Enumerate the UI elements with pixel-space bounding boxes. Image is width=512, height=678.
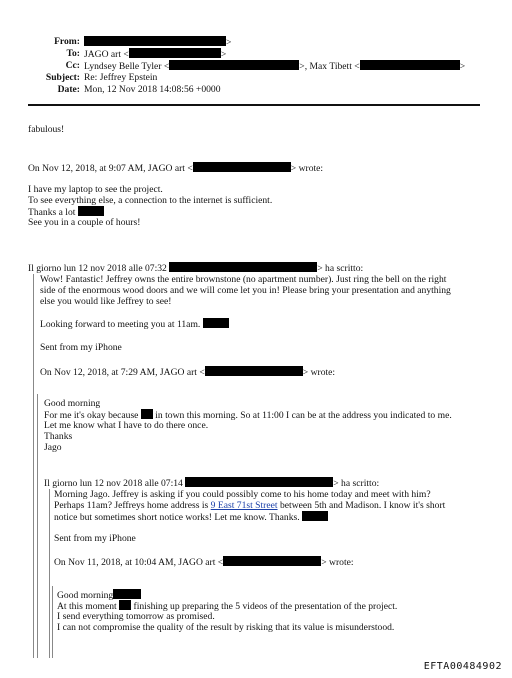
subject-label: Subject: bbox=[45, 72, 80, 83]
quote-line: side of the enormous wood doors and we will come let you in! Please bring your presentation and anything bbox=[40, 285, 451, 296]
redaction bbox=[185, 477, 333, 487]
quote-line: Good morning bbox=[44, 398, 101, 409]
to-label: To: bbox=[66, 48, 80, 59]
quote-line: Thanks a lot bbox=[28, 206, 104, 218]
quote-line: Sent from my iPhone bbox=[54, 533, 136, 544]
subject-value: Re: Jeffrey Epstein bbox=[84, 72, 158, 83]
quote-line: To see everything else, a connection to the internet is sufficient. bbox=[28, 195, 273, 206]
reply-text: fabulous! bbox=[28, 124, 65, 135]
redaction bbox=[205, 366, 303, 376]
redaction bbox=[141, 409, 153, 419]
quote-attribution: On Nov 12, 2018, at 9:07 AM, JAGO art < > wrote: bbox=[28, 163, 324, 174]
quote-line: Let me know what I have to do there once. bbox=[44, 420, 209, 431]
redaction bbox=[119, 600, 131, 610]
quote-attribution: Il giorno lun 12 nov 2018 alle 07:32 > ha scritto: bbox=[28, 263, 364, 274]
quote-attribution: On Nov 11, 2018, at 10:04 AM, JAGO art < > wrote: bbox=[54, 557, 354, 568]
quote-bar bbox=[33, 274, 34, 658]
quote-line: Morning Jago. Jeffrey is asking if you could possibly come to his home today and meet with him? bbox=[54, 489, 431, 500]
cc-value: Lyndsey Belle Tyler < >, Max Tibett < > bbox=[84, 61, 466, 72]
quote-bar bbox=[52, 586, 53, 658]
quote-line: Jago bbox=[44, 442, 62, 453]
redaction bbox=[169, 262, 317, 272]
redaction bbox=[193, 162, 291, 172]
from-value: > bbox=[84, 36, 231, 48]
quote-bar bbox=[49, 489, 50, 658]
quote-line: Perhaps 11am? Jeffreys home address is 9 East 71st Street between 5th and Madison. I know it's short bbox=[54, 500, 446, 511]
quote-line: notice but sometimes short notice works! Let me know. Thanks. bbox=[54, 511, 328, 523]
quote-line: Sent from my iPhone bbox=[40, 342, 122, 353]
redaction bbox=[360, 60, 460, 70]
date-value: Mon, 12 Nov 2018 14:08:56 +0000 bbox=[84, 84, 221, 95]
cc-label: Cc: bbox=[65, 60, 80, 71]
quote-line: See you in a couple of hours! bbox=[28, 217, 141, 228]
quote-line: Looking forward to meeting you at 11am. bbox=[40, 318, 229, 330]
quote-line: I send everything tomorrow as promised. bbox=[57, 611, 215, 622]
redaction bbox=[78, 206, 104, 216]
quote-bar bbox=[37, 394, 38, 658]
from-label: From: bbox=[54, 36, 80, 47]
quote-line: I can not compromise the quality of the result by risking that its value is misunderstood. bbox=[57, 622, 395, 633]
document-id: EFTA00484902 bbox=[423, 660, 502, 672]
quote-line: I have my laptop to see the project. bbox=[28, 184, 163, 195]
quote-line: Good morning bbox=[57, 589, 141, 601]
redaction bbox=[223, 556, 321, 566]
redaction bbox=[129, 48, 221, 58]
header-divider bbox=[28, 104, 480, 106]
quote-line: Thanks bbox=[44, 431, 73, 442]
quote-attribution: Il giorno lun 12 nov 2018 alle 07:14 > ha scritto: bbox=[44, 478, 380, 489]
quote-line: Wow! Fantastic! Jeffrey owns the entire brownstone (no apartment number). Just ring the bell on the right bbox=[40, 274, 447, 285]
quote-line: else you would like Jeffrey to see! bbox=[40, 296, 172, 307]
redaction bbox=[302, 511, 328, 521]
address-link[interactable]: 9 East 71st Street bbox=[210, 500, 278, 511]
quote-line: At this moment finishing up preparing the 5 videos of the presentation of the project. bbox=[57, 601, 398, 612]
redaction bbox=[113, 589, 141, 599]
to-value: JAGO art < > bbox=[84, 49, 227, 60]
date-label: Date: bbox=[57, 84, 80, 95]
redaction bbox=[169, 60, 299, 70]
redaction bbox=[203, 318, 229, 328]
quote-attribution: On Nov 12, 2018, at 7:29 AM, JAGO art < > wrote: bbox=[40, 367, 336, 378]
quote-line: For me it's okay because in town this morning. So at 11:00 I can be at the address you indicated to me. bbox=[44, 410, 452, 421]
redaction bbox=[84, 36, 226, 46]
